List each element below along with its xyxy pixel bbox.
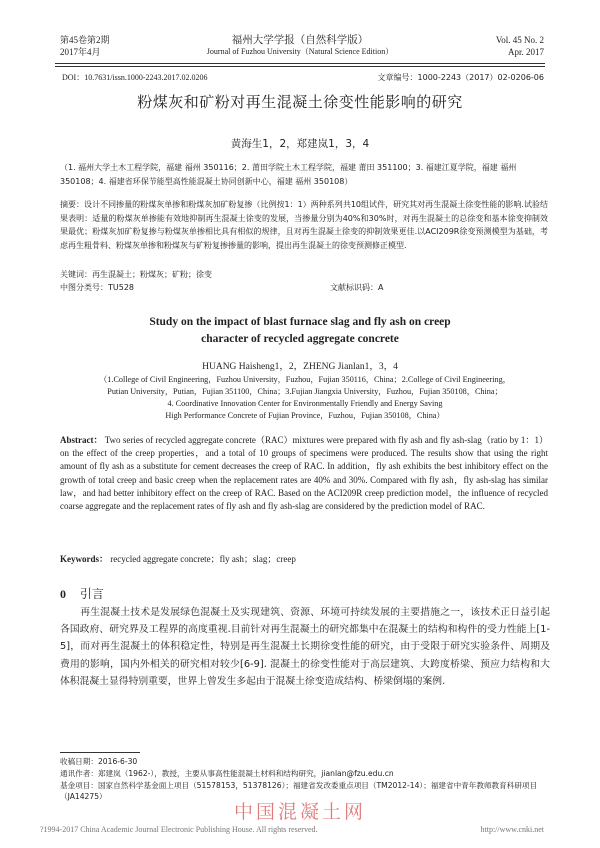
doi: DOI：10.7631/issn.1000-2243.2017.02.0206 bbox=[62, 73, 208, 82]
volume-en: Vol. 45 No. 2 bbox=[495, 35, 544, 45]
title-en-line-2: character of recycled aggregate concrete bbox=[201, 333, 399, 345]
affiliation-en-line: （1.College of Civil Engineering，Fuzhou University，Fuzhou，Fujian 350116，China；2.College of Civil Engineering， bbox=[99, 375, 511, 384]
header-rule-2 bbox=[55, 66, 545, 67]
title-en bbox=[0, 314, 600, 348]
keywords-en bbox=[60, 552, 296, 565]
abstract-en bbox=[60, 434, 548, 513]
journal-title-cn: 福州大学学报（自然科学版） bbox=[231, 34, 369, 46]
keywords-en-label: Keywords： bbox=[60, 554, 108, 564]
title-en-line-1: Study on the impact of blast furnace slag and fly ash on creep bbox=[149, 316, 451, 328]
introduction-paragraph: 再生混凝土技术是发展绿色混凝土及实现建筑、资源、环境可持续发展的主要措施之一，该技术正日益引起各国政府、研究界及工程界的高度重视.目前针对再生混凝土的研究都集中在混凝土的结构和构件的受力性能上[1-5]，而对再生混凝土的体积稳定性，特别是再生混凝土长期徐变性能的研究，由于受限于研究实验条件、周期及费用的影响，国内外相关的研究相对较少[6-9]. 混凝土的徐变性能对于高层建筑、大跨度桥梁、预应力结构和大体积混凝土显得特别重要，世界上曾发生多起由于混凝土徐变造成结构、桥梁倒塌的案例. bbox=[60, 607, 550, 687]
header-rule-1 bbox=[55, 63, 545, 64]
affiliations-cn: （1. 福州大学土木工程学院，福建 福州 350116；2. 莆田学院土木工程学院，福建 莆田 351100；3. 福建江夏学院，福建 福州 350108；4. 福建省环保节能型高性能混凝土协同创新中心，福建 福州 350108） bbox=[60, 163, 517, 186]
footnote-fund: 基金项目：国家自然科学基金面上项目（51578153，51378126）；福建省发改委重点项目（TM2012-14）；福建省中青年教师教育科研项目（JA14275） bbox=[60, 781, 538, 801]
authors-cn: 黄海生1，2，郑建岚1，3，4 bbox=[230, 138, 370, 150]
footnote-author: 通讯作者：郑建岚（1962-），教授，主要从事高性能混凝土材料和结构研究，jianlan@fzu.edu.cn bbox=[60, 769, 394, 778]
volume-cn: 第45卷第2期 bbox=[60, 35, 110, 45]
title-cn: 粉煤灰和矿粉对再生混凝土徐变性能影响的研究 bbox=[137, 93, 463, 111]
article-number: 文章编号：1000-2243（2017）02-0206-06 bbox=[377, 73, 544, 82]
section-heading bbox=[60, 585, 104, 602]
affiliation-en-line: High Performance Concrete of Fujian Province，Fuzhou，Fujian 350108，China） bbox=[165, 411, 445, 420]
keywords-en-text: recycled aggregate concrete；fly ash；slag；creep bbox=[110, 554, 296, 564]
class-number-cn: 中图分类号：TU528 bbox=[60, 283, 135, 292]
date-en: Apr. 2017 bbox=[508, 47, 544, 57]
abstract-cn: 摘要：设计不同掺量的粉煤灰单掺和粉煤灰加矿粉复掺（比例按1：1）两种系列共10组试件，研究其对再生混凝土徐变性能的影响.试验结果表明：适量的粉煤灰单掺能有效地抑制再生混凝土徐变的发展，当掺量分别为40%和30%时，对再生混凝土的总徐变和基本徐变抑制效果最优；粉煤灰加矿粉复掺与粉煤灰单掺相比具有相似的规律，且对再生混凝土徐变的抑制效果更佳.以ACI209R徐变预测模型为基础，考虑再生粗骨料、粉煤灰单掺和粉煤灰与矿粉复掺掺量的影响，提出再生混凝土的徐变预测修正模型. bbox=[60, 200, 548, 250]
copyright: ?1994-2017 China Academic Journal Electronic Publishing House. All rights reserved. bbox=[40, 825, 318, 834]
abstract-en-text: Two series of recycled aggregate concrete（RAC）mixtures were prepared with fly ash and fly ash-slag（ratio by 1：1）on the effect of the creep properties，and a total of 10 groups of specimens were produced. The results show that using the right amount of fly ash as a substitute for cement decreases the creep of RAC. In addition，fly ash exhibits the best inhibitory effect on the growth of total creep and basic creep when the replacement rates are 40% and 30%. Compared with fly ash，fly ash-slag has similar law，and had better inhibitory effect on the creep of RAC. Based on the ACI209R creep prediction model，the influence of recycled coarse aggregate and the replacement rates of fly ash and fly ash-slag are considered by the prediction model of RAC. bbox=[60, 435, 548, 512]
header-right bbox=[496, 34, 544, 58]
footnote-received: 收稿日期：2016-6-30 bbox=[60, 757, 138, 766]
keywords-cn: 关键词：再生混凝土；粉煤灰；矿粉；徐变 bbox=[60, 270, 212, 279]
affiliation-en-line: 4. Coordinative Innovation Center for Environmentally Friendly and Energy Saving bbox=[167, 399, 443, 408]
document-code-cn: 文献标识码：A bbox=[330, 283, 384, 292]
website-link[interactable]: http://www.cnki.net bbox=[480, 825, 544, 834]
authors-en: HUANG Haisheng1，2，ZHENG Jianlan1，3，4 bbox=[202, 362, 398, 372]
affiliations-en bbox=[60, 374, 550, 422]
date-cn: 2017年4月 bbox=[60, 47, 101, 57]
abstract-en-label: Abstract： bbox=[60, 435, 103, 445]
watermark: 中国混凝土网 bbox=[233, 801, 366, 823]
section-number: 0 bbox=[60, 587, 66, 601]
journal-title-en: Journal of Fuzhou University（Natural Science Edition） bbox=[206, 47, 394, 56]
introduction-text bbox=[60, 604, 550, 690]
section-title: 引言 bbox=[79, 587, 104, 601]
affiliation-en-line: Putian University，Putian，Fujian 351100，China；3.Fujian Jiangxia University，Fuzhou，Fujian 350108，China； bbox=[107, 387, 503, 396]
footnote-rule bbox=[60, 752, 140, 753]
